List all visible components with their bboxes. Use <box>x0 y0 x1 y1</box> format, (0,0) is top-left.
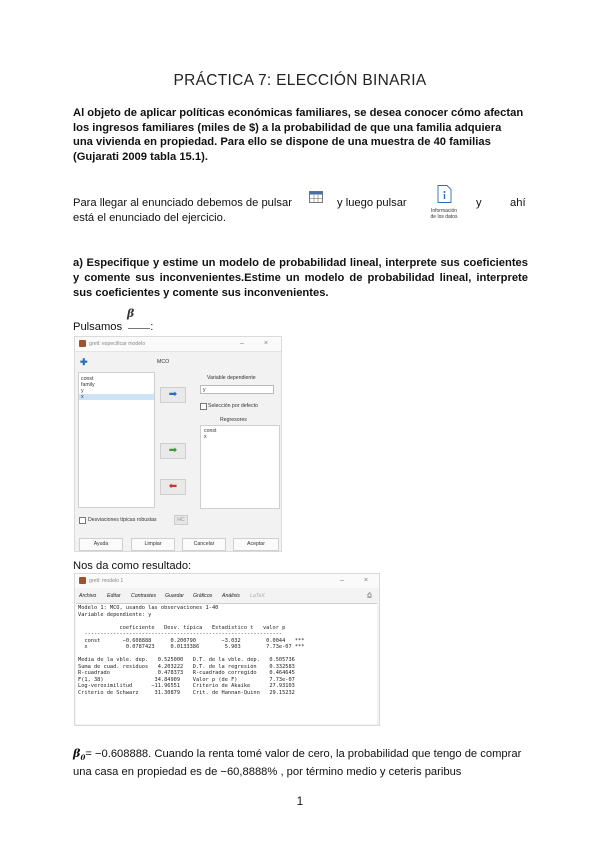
arrow-right-icon: ➡ <box>168 445 178 456</box>
add-regressor-arrow-button[interactable] <box>160 443 186 459</box>
interpretation-line2: una casa en propiedad es de −60,8888% , por término medio y ceteris paribus <box>73 766 462 779</box>
robust-checkbox[interactable] <box>79 517 86 524</box>
default-checkbox[interactable] <box>200 403 207 410</box>
intro-line: Al objeto de aplicar políticas económicas familiares, se desea conocer cómo afectan <box>73 107 524 119</box>
dep-variable-label: Variable dependiente <box>207 375 256 381</box>
menu-editar[interactable]: Editar <box>107 593 121 599</box>
dataset-icon <box>309 190 323 208</box>
icon-caption-1: Información <box>430 208 458 214</box>
instruction-line2: está el enunciado del ejercicio. <box>73 212 226 224</box>
output-line: coeficiente Desv. típica Estadístico t valor p <box>78 624 286 631</box>
output-line: Modelo 1: MCO, usando las observaciones 1-40 <box>78 605 219 611</box>
minimize-button[interactable]: – <box>340 577 344 584</box>
question-a: a) Especifique y estime un modelo de probabilidad lineal, interprete sus coeficientes y comente sus inconvenientes.Estime un modelo de probabilidad lineal, interprete sus coeficientes y comente sus inconvenientes. <box>73 257 528 299</box>
intro-line: una vivienda en propiedad. Para ello se dispone de una muestra de 40 familias <box>73 136 491 149</box>
list-item[interactable]: y <box>81 388 84 394</box>
arrow-left-icon: ⬅ <box>168 481 178 492</box>
robust-label: Desviaciones típicas robustas <box>88 517 157 523</box>
pulsamos-colon: : <box>150 321 154 333</box>
dialog-title: gretl: especificar modelo <box>89 341 146 347</box>
menu-latex[interactable]: LaTeX <box>250 593 265 599</box>
accept-button[interactable]: Aceptar <box>233 538 279 551</box>
list-item[interactable]: x <box>204 434 207 440</box>
instruction-part4: ahí <box>510 197 526 209</box>
output-menubar <box>75 591 379 601</box>
regressors-list[interactable] <box>200 425 280 509</box>
page-title: PRÁCTICA 7: ELECCIÓN BINARIA <box>173 72 427 89</box>
output-line: Variable dependiente: y <box>78 611 152 618</box>
close-button[interactable]: × <box>264 340 269 347</box>
default-selection-label: Selección por defecto <box>208 403 258 409</box>
output-line: x 0.0787423 0.0133386 5.903 7.73e-07 *** <box>78 644 305 650</box>
menu-contrastes[interactable]: Contrastes <box>131 593 157 599</box>
model-spec-dialog <box>74 336 282 552</box>
menu-graficos[interactable]: Gráficos <box>193 593 213 599</box>
arrow-right-icon: ➡ <box>168 389 178 400</box>
list-item[interactable]: const <box>81 376 94 382</box>
output-line: const −0.608888 0.200790 −3.032 0.0044 *** <box>78 637 305 644</box>
list-item-selected[interactable]: x <box>79 394 154 400</box>
output-line: Media de la vble. dep. 0.525000 D.T. de la vble. dep. 0.505736 <box>78 657 295 663</box>
print-icon[interactable]: ⎙ <box>367 593 372 599</box>
add-icon[interactable]: ✚ <box>80 357 88 367</box>
beta-hat-icon: β <box>127 307 135 320</box>
menu-analisis[interactable]: Análisis <box>222 593 240 599</box>
beta-letter: β <box>73 746 81 760</box>
intro-line: los ingresos familiares (miles de $) a la probabilidad de que una familia adquiera <box>73 121 502 134</box>
pulsamos-label: Pulsamos <box>73 321 123 333</box>
intro-paragraph <box>73 106 528 164</box>
output-line: Criterio de Schwarz 31.30879 Crit. de Hannan-Quinn 29.15232 <box>78 689 295 696</box>
dep-variable-field[interactable]: y <box>200 385 274 394</box>
close-button[interactable]: × <box>364 577 369 584</box>
interpretation-line1: = −0.608888. Cuando la renta tomé valor de cero, la probabilidad que tengo de comprar <box>85 748 522 760</box>
beta-zero-symbol <box>73 746 86 763</box>
cancel-button[interactable]: Cancelar <box>182 538 226 551</box>
result-intro: Nos da como resultado: <box>73 560 192 572</box>
list-item[interactable]: family <box>81 382 95 388</box>
intro-line: (Gujarati 2009 tabla 15.1). <box>73 150 208 163</box>
minimize-button[interactable]: – <box>240 340 244 347</box>
regressors-label: Regresores <box>220 417 247 423</box>
pulsamos-text <box>73 321 153 333</box>
gretl-app-icon <box>79 340 86 347</box>
output-line: R-cuadrado 0.478373 R-cuadrado corregido 0.464645 <box>78 670 295 676</box>
output-line: Log-verosimilitud −11.96551 Criterio de Akaike 27.93103 <box>78 683 295 689</box>
list-item[interactable]: const <box>204 428 217 434</box>
info-data-icon <box>424 185 464 220</box>
gretl-app-icon <box>79 577 86 584</box>
output-line: Suma de cuad. residuos 4.203222 D.T. de la regresión 0.332583 <box>78 663 295 670</box>
icon-caption-2: de los datos <box>430 214 458 220</box>
variable-list[interactable] <box>78 372 155 508</box>
output-text-pane <box>76 603 377 724</box>
menu-guardar[interactable]: Guardar <box>165 593 185 599</box>
clear-button[interactable]: Limpiar <box>131 538 175 551</box>
estimator-label: MCO <box>157 359 170 365</box>
output-titlebar <box>75 574 379 588</box>
document-info-icon <box>436 185 452 203</box>
output-title: gretl: modelo 1 <box>89 578 124 584</box>
button-placeholder <box>128 328 150 329</box>
instruction-part2: y luego pulsar <box>337 197 407 209</box>
add-dep-arrow-button[interactable] <box>160 387 186 403</box>
instruction-part3: y <box>476 197 482 209</box>
output-line: -------------------------------------------------------------- <box>78 631 283 637</box>
beta-subscript: 0 <box>80 753 86 763</box>
output-line: F(1, 38) 34.84909 Valor p (de F) 7.73e-07 <box>78 676 295 683</box>
interpretation-paragraph <box>73 746 533 780</box>
model-output-window <box>74 573 380 726</box>
dialog-titlebar <box>75 337 281 352</box>
menu-archivo[interactable]: Archivo <box>79 593 97 599</box>
page-number: 1 <box>296 796 304 808</box>
hc-button[interactable]: HC <box>174 515 188 525</box>
help-button[interactable]: Ayuda <box>79 538 123 551</box>
remove-regressor-arrow-button[interactable] <box>160 479 186 495</box>
instruction-part1: Para llegar al enunciado debemos de pulsar <box>73 197 292 209</box>
